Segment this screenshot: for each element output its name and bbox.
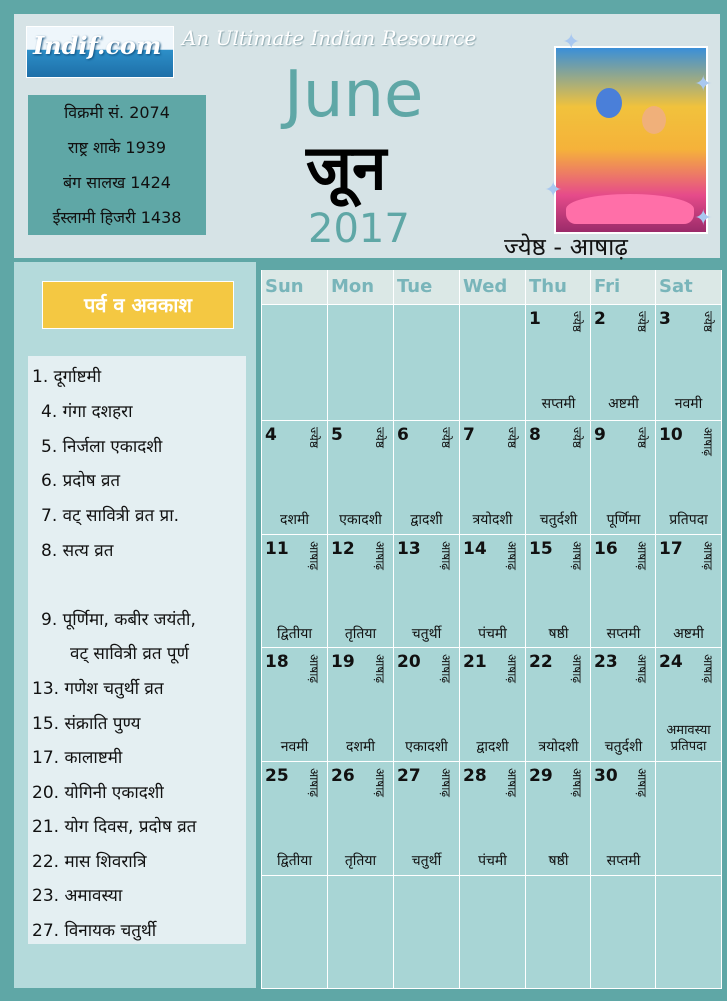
hindu-month-label: ज्येष्ठ [373,427,387,448]
calendar-day-cell[interactable] [328,762,393,875]
weekday-thu: Thu [526,270,591,304]
tithi-label: दशमी [346,739,375,755]
month-hindi: जून [306,131,387,204]
day-number: 15 [529,539,553,559]
tithi-label: सप्तमी [606,626,641,642]
day-number: 21 [463,652,487,672]
site-tagline: An Ultimate Indian Resource [182,26,477,50]
hindu-month-label: ज्येष्ठ [439,427,453,448]
calendar-day-cell[interactable] [262,762,327,875]
calendar-day-cell[interactable] [656,421,721,534]
hindu-month-label: आषाढ़ [307,768,321,798]
sparkle-icon: ✦ [562,30,581,55]
day-number: 17 [659,539,683,559]
hindu-month-label: आषाढ़ [505,654,519,684]
tithi-label: नवमी [674,396,703,412]
calendar-day-cell[interactable] [460,648,525,761]
calendar-day-cell[interactable] [526,305,590,418]
day-number: 4 [265,425,277,445]
festival-item: 5. निर्जला एकादशी [41,437,163,457]
festival-item: 6. प्रदोष व्रत [41,471,121,491]
hindu-month-label: ज्येष्ठ [635,427,649,448]
calendar-day-cell[interactable] [394,762,459,875]
sparkle-icon: ✦ [694,72,713,97]
tithi-label: अमावस्या प्रतिपदा [666,723,711,754]
day-number: 7 [463,425,475,445]
day-number: 5 [331,425,343,445]
sparkle-icon: ✦ [544,178,563,203]
hindu-month-label: आषाढ़ [373,768,387,798]
hindu-month-label: ज्येष्ठ [307,427,321,448]
calendar-day-cell[interactable] [591,535,655,648]
calendar-day-cell[interactable] [328,421,393,534]
tithi-label: प्रतिपदा [669,512,708,528]
calendar-day-cell[interactable] [328,648,393,761]
hindu-month-label: आषाढ़ [701,654,715,684]
day-number: 14 [463,539,487,559]
tithi-label: षष्ठी [548,853,569,869]
festival-item: 9. पूर्णिमा, कबीर जयंती, [41,610,196,630]
era-vikrami: विक्रमी सं. 2074 [64,103,170,122]
hindu-month-label: आषाढ़ [701,541,715,571]
day-number: 13 [397,539,421,559]
weekday-mon: Mon [328,270,393,304]
hindu-months-label: ज्येष्ठ - आषाढ़ [504,233,628,261]
day-number: 9 [594,425,606,445]
tithi-label: त्रयोदशी [538,739,579,755]
site-logo[interactable] [26,26,174,78]
calendar-day-cell[interactable] [460,421,525,534]
tithi-label: द्वादशी [476,739,509,755]
hindu-month-label: ज्येष्ठ [505,427,519,448]
weekday-wed: Wed [460,270,525,304]
hindu-month-label: ज्येष्ठ [570,311,584,332]
month-english: June [284,58,424,132]
festival-item: 4. गंगा दशहरा [41,402,133,422]
festival-item: 20. योगिनी एकादशी [32,783,164,803]
hindu-month-label: आषाढ़ [307,541,321,571]
day-number: 23 [594,652,618,672]
tithi-label: चतुर्थी [411,853,442,869]
hindu-month-label: ज्येष्ठ [701,311,715,332]
tithi-label: दशमी [280,512,309,528]
tithi-label: चतुर्थी [411,626,442,642]
calendar-day-cell[interactable] [262,535,327,648]
day-number: 26 [331,766,355,786]
calendar-day-cell[interactable] [526,648,590,761]
tithi-label: तृतिया [344,626,377,642]
hindu-month-label: आषाढ़ [635,768,649,798]
year-label: 2017 [308,206,410,252]
calendar-day-cell[interactable] [591,648,655,761]
day-number: 8 [529,425,541,445]
day-number: 20 [397,652,421,672]
weekday-tue: Tue [394,270,459,304]
hindu-month-label: आषाढ़ [635,654,649,684]
lotus-icon [566,194,694,224]
tithi-label: द्वादशी [410,512,443,528]
tithi-label: द्वितीया [276,853,313,869]
festival-item: 21. योग दिवस, प्रदोष व्रत [32,817,197,837]
day-number: 3 [659,309,671,329]
day-number: 27 [397,766,421,786]
calendar-day-cell[interactable] [591,305,655,418]
sparkle-icon: ✦ [694,206,713,231]
era-years-box [28,95,206,235]
calendar-day-cell[interactable] [328,535,393,648]
calendar-day-cell[interactable] [394,421,459,534]
day-number: 28 [463,766,487,786]
hindu-month-label: आषाढ़ [570,768,584,798]
hindu-month-label: ज्येष्ठ [635,311,649,332]
festival-item: 1. दूर्गाष्टमी [32,367,102,387]
tithi-label: अष्टमी [673,626,704,642]
tithi-label: एकादशी [339,512,382,528]
calendar-day-cell[interactable] [262,421,327,534]
tithi-label: पंचमी [478,626,507,642]
deity-figure-right [642,106,666,134]
tithi-label: एकादशी [405,739,448,755]
day-number: 10 [659,425,683,445]
festival-item: 7. वट् सावित्री व्रत प्रा. [41,506,180,526]
grid-column-divider [721,270,722,988]
festival-item: 17. कालाष्टमी [32,748,123,768]
festival-item: 13. गणेश चतुर्थी व्रत [32,679,164,699]
tithi-label: चतुर्दशी [539,512,578,528]
day-number: 25 [265,766,289,786]
tithi-label: तृतिया [344,853,377,869]
day-number: 11 [265,539,289,559]
festival-item: 27. विनायक चतुर्थी [32,921,157,941]
tithi-label: अष्टमी [608,396,639,412]
hindu-month-label: आषाढ़ [439,654,453,684]
calendar-day-cell[interactable] [526,762,590,875]
deity-image [554,46,708,234]
tithi-label: सप्तमी [606,853,641,869]
calendar-day-cell[interactable] [460,762,525,875]
hindu-month-label: आषाढ़ [701,427,715,457]
hindu-month-label: ज्येष्ठ [570,427,584,448]
festival-title: पर्व व अवकाश [42,281,234,329]
day-number: 19 [331,652,355,672]
tithi-label: त्रयोदशी [472,512,513,528]
calendar-day-cell[interactable] [526,535,590,648]
tithi-label: चतुर्दशी [604,739,643,755]
hindu-month-label: आषाढ़ [635,541,649,571]
festival-item: 22. मास शिवरात्रि [32,852,147,872]
tithi-label: सप्तमी [541,396,576,412]
grid-row-divider [261,988,722,989]
day-number: 6 [397,425,409,445]
calendar-day-cell[interactable] [460,535,525,648]
calendar-day-cell[interactable] [394,648,459,761]
day-number: 2 [594,309,606,329]
calendar-day-cell[interactable] [656,648,721,761]
tithi-label: नवमी [280,739,309,755]
hindu-month-label: आषाढ़ [373,541,387,571]
calendar-day-cell[interactable] [394,535,459,648]
weekday-sun: Sun [262,270,327,304]
weekday-fri: Fri [591,270,656,304]
festival-item: वट् सावित्री व्रत पूर्ण [70,644,189,664]
hindu-month-label: आषाढ़ [505,541,519,571]
day-number: 16 [594,539,618,559]
tithi-label: पंचमी [478,853,507,869]
calendar-day-cell[interactable] [591,762,655,875]
festival-list [28,356,246,944]
hindu-month-label: आषाढ़ [439,541,453,571]
era-shake: राष्ट्र शाके 1939 [67,138,167,157]
era-bang: बंग सालख 1424 [63,173,171,192]
weekday-sat: Sat [656,270,722,304]
era-hijri: ईस्लामी हिजरी 1438 [52,208,182,227]
day-number: 30 [594,766,618,786]
tithi-label: द्वितीया [276,626,313,642]
day-number: 24 [659,652,683,672]
hindu-month-label: आषाढ़ [307,654,321,684]
festival-item: 15. संक्राति पुण्य [32,714,141,734]
festival-item: 8. सत्य व्रत [41,541,114,561]
hindu-month-label: आषाढ़ [570,654,584,684]
day-number: 18 [265,652,289,672]
hindu-month-label: आषाढ़ [505,768,519,798]
calendar-day-cell[interactable] [656,305,721,418]
deity-figure-left [596,88,622,118]
hindu-month-label: आषाढ़ [439,768,453,798]
day-number: 12 [331,539,355,559]
calendar-day-cell[interactable] [526,421,590,534]
hindu-month-label: आषाढ़ [373,654,387,684]
logo-text: Indif.com [33,31,162,60]
calendar-day-cell[interactable] [656,535,721,648]
festival-item: 23. अमावस्या [32,886,123,906]
hindu-month-label: आषाढ़ [570,541,584,571]
tithi-label: षष्ठी [548,626,569,642]
day-number: 29 [529,766,553,786]
calendar-day-cell[interactable] [262,648,327,761]
tithi-label: पूर्णिमा [606,512,641,528]
grid-row-divider [261,875,722,876]
day-number: 1 [529,309,541,329]
day-number: 22 [529,652,553,672]
calendar-day-cell[interactable] [591,421,655,534]
